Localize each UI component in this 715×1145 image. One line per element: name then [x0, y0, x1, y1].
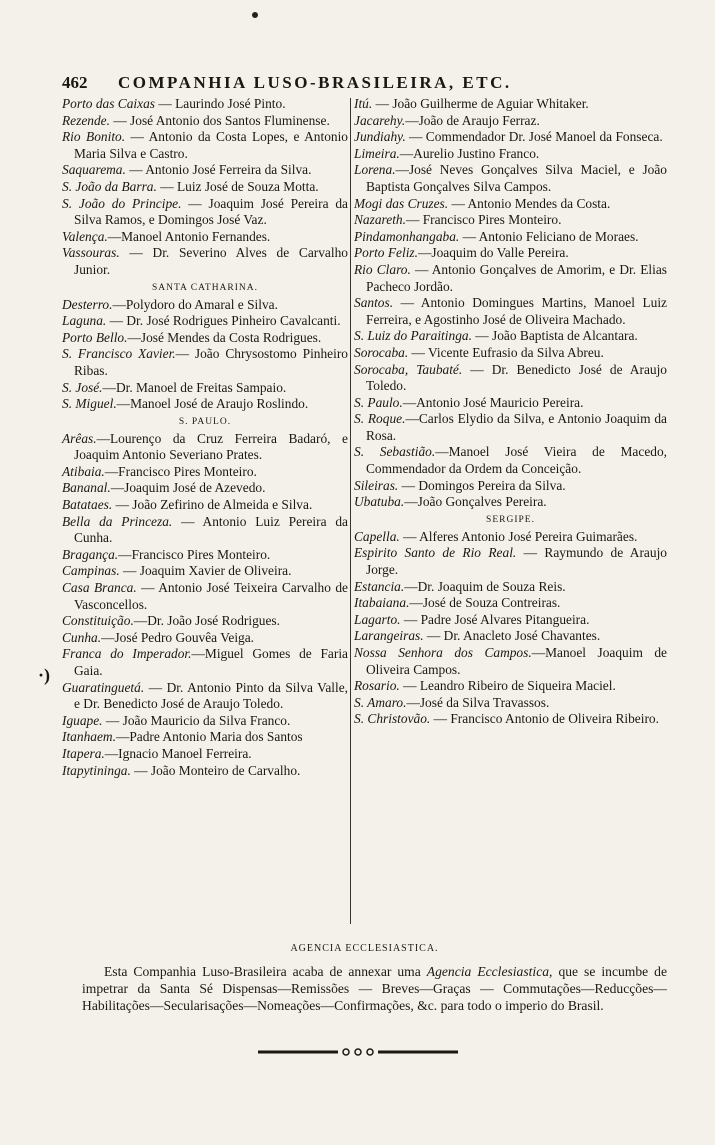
place-name: Lorena.	[354, 162, 396, 178]
place-name: Constituição.	[62, 613, 134, 629]
list-item	[62, 113, 348, 130]
list-item	[62, 713, 348, 730]
agent-name: — Domingos Pereira da Silva.	[398, 477, 566, 493]
agent-name: — Antonio Mendes da Costa.	[448, 195, 611, 211]
agent-name: — Commendador Dr. José Manoel da Fonseca.	[405, 129, 663, 145]
place-name: Itabaiana.	[354, 595, 410, 611]
agent-name: —João de Araujo Ferraz.	[405, 112, 540, 128]
agencia-text	[82, 964, 667, 1014]
agent-name: — Leandro Ribeiro de Siqueira Maciel.	[399, 678, 616, 694]
agencia-text-end: , que se incumbe de impetrar da Santa Sé Dispensas—Remissões — Breves—Graças — Commutações—Reducções—Habilitações—Secularisações—Nomeações—Confirmações, &c. para todo o imperio do Brasil.	[82, 964, 668, 1013]
place-name: S. Miguel.	[62, 396, 117, 412]
agent-name: —Joaquim José de Azevedo.	[110, 480, 266, 496]
place-name: Franca do Imperador.	[62, 646, 192, 662]
list-item	[354, 162, 667, 195]
agencia-title: AGENCIA ECCLESIASTICA.	[290, 943, 439, 954]
list-item	[62, 497, 348, 514]
list-item	[354, 595, 667, 612]
list-item	[354, 345, 667, 362]
list-item	[62, 563, 348, 580]
place-name: Sorocaba, Taubaté.	[354, 361, 463, 377]
list-item	[62, 380, 348, 397]
agent-name: — João Zefirino de Almeida e Silva.	[112, 497, 313, 513]
place-name: S. Roque.	[354, 411, 406, 427]
place-name: Itanhaem.	[62, 729, 116, 745]
agent-name: — Luiz José de Souza Motta.	[156, 178, 319, 194]
agent-name: —Francisco Pires Monteiro.	[118, 546, 271, 562]
agent-name: — Vicente Eufrasio da Silva Abreu.	[408, 344, 604, 360]
agent-name: — Antonio Gonçalves de Amorim, e Dr. Elias Pacheco Jordão.	[366, 261, 667, 294]
list-item	[62, 313, 348, 330]
agent-name: — Dr. Benedicto José de Araujo Toledo.	[366, 361, 667, 394]
agent-name: — Dr. Antonio Pinto da Silva Valle, e Dr. Benedicto José de Araujo Toledo.	[74, 679, 348, 712]
place-name: Estancia.	[354, 578, 405, 594]
list-item	[354, 328, 667, 345]
place-name: Jundiahy.	[354, 129, 406, 145]
place-name: Vassouras.	[62, 245, 120, 261]
place-name: Capella.	[354, 528, 400, 544]
agent-name: — Raymundo de Araujo Jorge.	[366, 545, 667, 578]
list-item	[62, 431, 348, 464]
place-name: S. João do Principe.	[62, 195, 182, 211]
list-item	[354, 212, 667, 229]
place-name: Porto das Caixas	[62, 96, 155, 111]
agent-name: — João Monteiro de Carvalho.	[130, 762, 301, 778]
place-name: Larangeiras.	[354, 628, 424, 644]
place-name: Bragança.	[62, 546, 119, 562]
place-name: Espirito Santo de Rio Real.	[354, 545, 517, 561]
place-name: Casa Branca.	[62, 580, 137, 596]
list-item	[62, 396, 348, 413]
list-item	[62, 196, 348, 229]
agent-name: —Antonio José Mauricio Pereira.	[402, 394, 584, 410]
list-item	[62, 646, 348, 679]
page-number: 462	[62, 73, 88, 92]
place-name: S. Paulo.	[354, 394, 403, 410]
list-item	[354, 245, 667, 262]
list-item	[354, 579, 667, 596]
list-item	[62, 729, 348, 746]
agent-name: — Alferes Antonio José Pereira Guimarães.	[399, 528, 638, 544]
list-item	[62, 229, 348, 246]
agent-name: — Francisco Pires Monteiro.	[405, 212, 562, 228]
agent-name: —Ignacio Manoel Ferreira.	[104, 745, 252, 761]
agent-name: — Antonio da Costa Lopes, e Antonio Maria Silva e Castro.	[74, 129, 348, 161]
agent-name: — Antonio Feliciano de Moraes.	[459, 228, 639, 244]
left-column	[62, 96, 348, 779]
agent-name: —José Pedro Gouvêa Veiga.	[101, 629, 255, 645]
place-name: Lagarto.	[354, 611, 401, 627]
place-name: Itapera.	[62, 745, 105, 761]
margin-mark: ·)	[38, 665, 50, 685]
place-name: S. José.	[62, 379, 103, 395]
list-item	[354, 113, 667, 130]
agent-name: — Dr. José Rodrigues Pinheiro Cavalcanti.	[106, 313, 341, 329]
agent-name: — Antonio José Teixeira Carvalho de Vasconcellos.	[74, 580, 349, 612]
place-name: Desterro.	[62, 296, 113, 312]
place-name: S. Amaro.	[354, 694, 407, 710]
agent-name: — Antonio Domingues Martins, Manoel Luiz Ferreira, e Agostinho José de Oliveira Machado.	[366, 295, 667, 327]
agent-name: — Antonio José Ferreira da Silva.	[125, 162, 312, 178]
list-item	[62, 480, 348, 497]
place-name: Nazareth.	[354, 212, 406, 228]
place-name: Santos.	[354, 295, 394, 311]
agent-name: — Joaquim Xavier de Oliveira.	[119, 563, 292, 579]
list-item	[62, 179, 348, 196]
agent-name: — João Mauricio da Silva Franco.	[102, 712, 291, 728]
list-item	[354, 711, 667, 728]
list-item	[354, 478, 667, 495]
list-item	[62, 630, 348, 647]
agent-name: — João Guilherme de Aguiar Whitaker.	[372, 96, 589, 111]
list-item	[62, 746, 348, 763]
list-item	[354, 196, 667, 213]
agent-name: — José Antonio dos Santos Fluminense.	[109, 112, 330, 128]
place-name: Mogi das Cruzes.	[354, 195, 449, 211]
place-name: Itapytininga.	[62, 762, 131, 778]
place-name: Atibaia.	[62, 463, 105, 479]
page-header	[62, 73, 667, 97]
place-name: Valença.	[62, 228, 108, 244]
place-name: Bella da Princeza.	[62, 513, 173, 529]
list-item	[354, 411, 667, 444]
agent-name: —Miguel Gomes de Faria Gaia.	[74, 646, 349, 678]
list-item	[354, 695, 667, 712]
list-item	[354, 262, 667, 295]
ink-speck	[252, 12, 258, 18]
running-title: COMPANHIA LUSO-BRASILEIRA, ETC.	[118, 73, 512, 92]
list-item	[62, 245, 348, 278]
list-item	[62, 680, 348, 713]
agent-name: — Dr. Severino Alves de Carvalho Junior.	[74, 245, 348, 277]
list-item	[354, 96, 667, 113]
agent-name: —Lourenço da Cruz Ferreira Badaró, e Joaquim Antonio Severiano Prates.	[74, 430, 348, 463]
agent-name: —Francisco Pires Monteiro.	[104, 463, 257, 479]
list-item	[354, 628, 667, 645]
agencia-text-start: Esta Companhia Luso-Brasileira acaba de annexar uma	[104, 964, 427, 979]
list-item	[354, 678, 667, 695]
place-name: Saquarema.	[62, 162, 126, 178]
place-name: Rio Claro.	[354, 261, 411, 277]
list-item	[62, 129, 348, 162]
place-name: S. Christovão.	[354, 711, 431, 727]
list-item	[62, 547, 348, 564]
agent-name: —Manoel José de Araujo Roslindo.	[116, 396, 309, 412]
place-name: Cunha.	[62, 629, 102, 645]
agent-name: —José de Souza Contreiras.	[409, 595, 561, 611]
place-name: Itú.	[354, 96, 373, 111]
list-item	[354, 362, 667, 395]
agent-name: — Dr. Anacleto José Chavantes.	[423, 628, 601, 644]
place-name: Jacarehy.	[354, 112, 406, 128]
agent-name: —Carlos Elydio da Silva, e Antonio Joaquim da Rosa.	[366, 411, 667, 443]
list-item	[354, 529, 667, 546]
place-name: Porto Bello.	[62, 329, 128, 345]
agent-name: —João Gonçalves Pereira.	[404, 494, 547, 510]
agent-name: —Joaquim do Valle Pereira.	[417, 245, 569, 261]
place-name: Rio Bonito.	[62, 129, 126, 145]
list-item	[62, 464, 348, 481]
agencia-text-italic: Agencia Ecclesiastica	[426, 964, 550, 979]
place-name: S. Francisco Xavier.	[62, 346, 176, 362]
agent-name: —José da Silva Travassos.	[406, 694, 550, 710]
place-name: Guaratinguetá.	[62, 679, 145, 695]
agent-name: —Dr. João José Rodrigues.	[133, 613, 280, 629]
agent-name: —Manoel José Vieira de Macedo, Commendador da Ordem da Conceição.	[366, 444, 667, 477]
agencia-paragraph	[82, 964, 667, 1014]
place-name: Nossa Senhora dos Campos.	[354, 645, 532, 660]
list-item	[62, 514, 348, 547]
place-name: Laguna.	[62, 313, 107, 329]
place-name: Sileiras.	[354, 477, 399, 493]
agent-name: — João Baptista de Alcantara.	[471, 328, 638, 344]
list-item	[354, 146, 667, 163]
list-item	[354, 229, 667, 246]
agent-name: —Dr. Manoel de Freitas Sampaio.	[102, 379, 287, 395]
place-name: Ubatuba.	[354, 494, 405, 510]
list-item	[62, 346, 348, 379]
agent-name: —Aurelio Justino Franco.	[399, 145, 540, 161]
list-item	[62, 580, 348, 613]
list-item	[354, 612, 667, 629]
agent-name: — Francisco Antonio de Oliveira Ribeiro.	[430, 711, 659, 727]
section-heading: SANTA CATHARINA.	[151, 282, 259, 293]
agent-name: — Antonio Luiz Pereira da Cunha.	[74, 513, 348, 546]
agent-name: — Joaquim José Pereira da Silva Ramos, e Domingos José Vaz.	[74, 195, 349, 228]
agent-name: —José Mendes da Costa Rodrigues.	[127, 329, 322, 345]
place-name: Limeira.	[354, 145, 400, 161]
agent-name: —Manoel Antonio Fernandes.	[107, 228, 271, 244]
agent-name: —Manoel Joaquim de Oliveira Campos.	[366, 645, 667, 677]
place-name: S. Sebastião.	[354, 444, 436, 460]
place-name: Porto Feliz.	[354, 245, 418, 261]
place-name: Rezende.	[62, 112, 110, 128]
agent-name: —Polydoro do Amaral e Silva.	[112, 296, 278, 312]
ornament-rule	[258, 1046, 458, 1058]
place-name: S. Luiz do Paraitinga.	[354, 328, 472, 344]
list-item	[354, 545, 667, 578]
place-name: Pindamonhangaba.	[354, 228, 460, 244]
list-item	[354, 129, 667, 146]
place-name: Bananal.	[62, 480, 111, 496]
list-item	[62, 162, 348, 179]
list-item	[62, 297, 348, 314]
place-name: Batataes.	[62, 497, 113, 513]
agent-name: —Dr. Joaquim de Souza Reis.	[404, 578, 566, 594]
list-item	[354, 444, 667, 477]
place-name: Iguape.	[62, 712, 103, 728]
agent-name: — Padre José Alvares Pitangueira.	[400, 611, 590, 627]
agent-name: —José Neves Gonçalves Silva Maciel, e João Baptista Gonçalves Silva Campos.	[366, 162, 667, 194]
place-name: Rosario.	[354, 678, 400, 694]
agent-name: —Padre Antonio Maria dos Santos	[115, 729, 303, 745]
list-item	[354, 494, 667, 511]
list-item	[354, 395, 667, 412]
list-item	[62, 613, 348, 630]
place-name: Campinas.	[62, 563, 120, 579]
place-name: S. João da Barra.	[62, 178, 157, 194]
column-divider	[350, 98, 351, 924]
place-name: Sorocaba.	[354, 344, 409, 360]
agent-name: — João Chrysostomo Pinheiro Ribas.	[74, 346, 348, 378]
list-item	[62, 763, 348, 780]
section-heading: SERGIPE.	[486, 514, 535, 525]
list-item	[62, 330, 348, 347]
list-item	[354, 295, 667, 328]
list-item	[354, 645, 667, 678]
list-item	[62, 96, 348, 113]
two-column-listing	[62, 96, 667, 928]
right-column	[354, 96, 667, 728]
section-heading: S. PAULO.	[178, 416, 232, 427]
agent-name: — Laurindo José Pinto.	[155, 96, 286, 111]
place-name: Arêas.	[62, 430, 97, 446]
